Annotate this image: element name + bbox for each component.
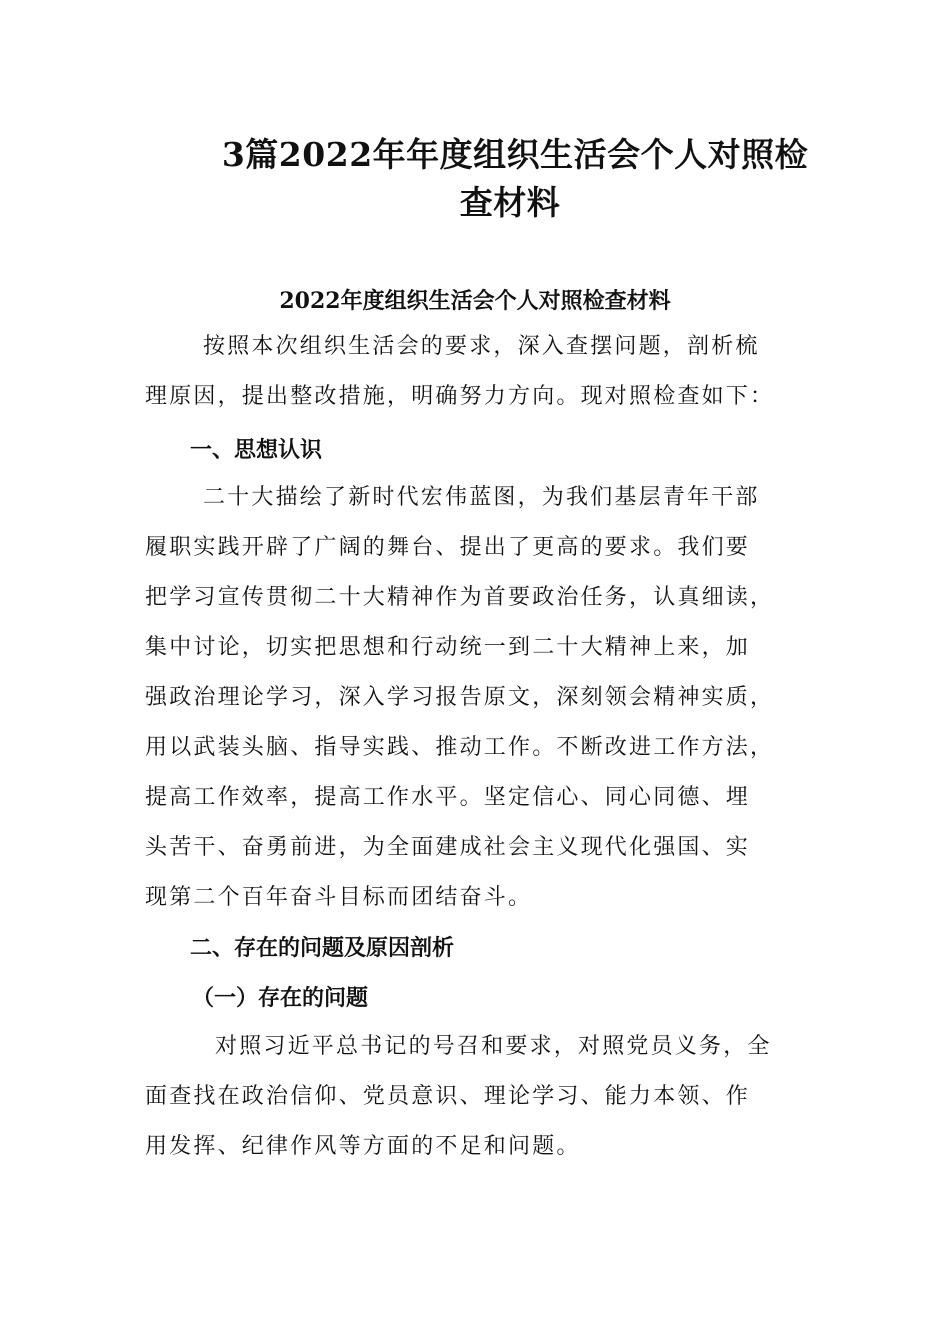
heading-thought-understanding: 一、思想认识 [190,437,323,463]
intro-line-2: 理原因，提出整改措施，明确努力方向。现对照检查如下： [145,384,775,409]
problems-line-1: 对照习近平总书记的号召和要求，对照党员义务，全 [215,1034,772,1059]
thought-line-3: 把学习宣传贯彻二十大精神作为首要政治任务，认真细读， [145,585,775,610]
thought-line-4: 集中讨论，切实把思想和行动统一到二十大精神上来，加 [145,635,751,660]
document-title-line-2: 查材料 [459,183,561,222]
thought-line-8: 头苦干、奋勇前进，为全面建成社会主义现代化强国、实 [145,835,751,860]
thought-line-6: 用以武装头脑、指导实践、推动工作。不断改进工作方法， [145,735,775,760]
thought-line-7: 提高工作效率，提高工作水平。坚定信心、同心同德、埋 [145,785,751,810]
section-title: 2022年度组织生活会个人对照检查材料 [279,288,671,314]
thought-line-1: 二十大描绘了新时代宏伟蓝图，为我们基层青年干部 [203,485,760,510]
heading-problems-analysis: 二、存在的问题及原因剖析 [190,935,455,961]
problems-line-3: 用发挥、纪律作风等方面的不足和问题。 [145,1134,581,1159]
subheading-existing-problems: （一）存在的问题 [192,985,369,1011]
problems-line-2: 面查找在政治信仰、党员意识、理论学习、能力本领、作 [145,1084,751,1109]
document-title-line-1: 3篇2022年年度组织生活会个人对照检 [221,135,809,174]
thought-line-9: 现第二个百年奋斗目标而团结奋斗。 [145,885,533,910]
thought-paragraph [145,473,815,923]
intro-paragraph [145,322,815,422]
problems-paragraph [145,1022,815,1172]
thought-line-5: 强政治理论学习，深入学习报告原文，深刻领会精神实质， [145,685,775,710]
intro-line-1: 按照本次组织生活会的要求，深入查摆问题，剖析梳 [203,334,760,359]
thought-line-2: 履职实践开辟了广阔的舞台、提出了更高的要求。我们要 [145,535,751,560]
